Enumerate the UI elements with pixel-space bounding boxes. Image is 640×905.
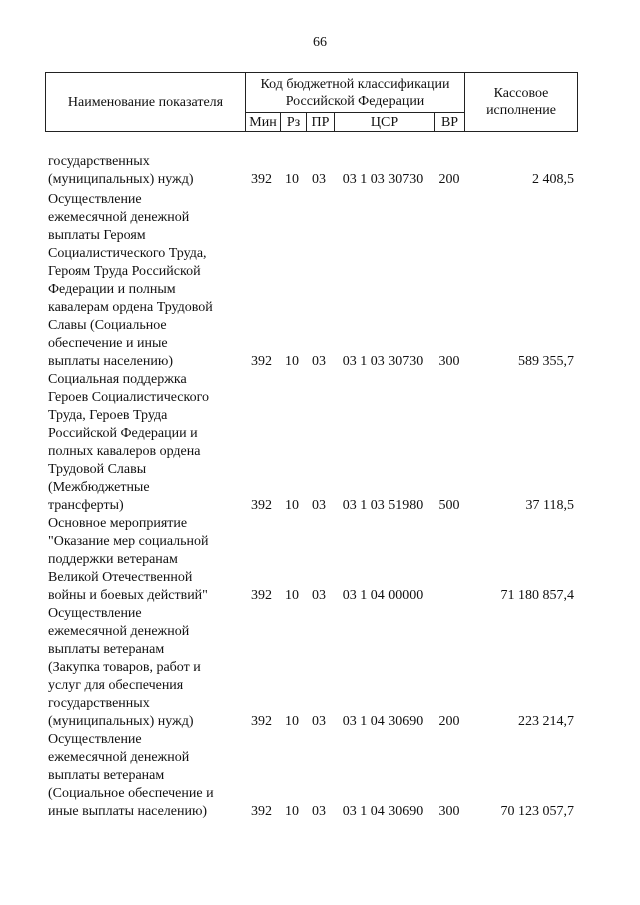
cell-pr: 03 (312, 172, 326, 187)
table-row (0, 371, 640, 515)
header-pr: ПР (307, 113, 335, 132)
row-name-line: обеспечение и иные (48, 336, 168, 351)
cell-amount: 2 408,5 (532, 172, 574, 187)
cell-vr (434, 587, 464, 605)
row-name-line: войны и боевых действий" (48, 588, 208, 603)
cell-csr: 03 1 04 30690 (342, 714, 424, 729)
row-name-line: Социалистического Труда, (48, 246, 207, 261)
row-name-line: поддержки ветеранам (48, 552, 178, 567)
row-name-line: кавалерам ордена Трудовой (48, 300, 213, 315)
header-name-label: Наименование показателя (67, 94, 224, 110)
row-name-line: Великой Отечественной (48, 570, 193, 585)
cell-vr: 200 (438, 172, 460, 187)
cell-amount: 71 180 857,4 (500, 588, 574, 603)
row-name-line: Героев Социалистического (48, 390, 209, 405)
row-name-line: выплаты ветеранам (48, 642, 165, 657)
cell-amount: 70 123 057,7 (500, 804, 574, 819)
cell-csr: 03 1 04 00000 (342, 588, 424, 603)
row-name (48, 153, 248, 189)
table-header (45, 72, 578, 132)
cell-amount: 223 214,7 (518, 714, 574, 729)
cell-csr: 03 1 03 30730 (342, 354, 424, 369)
row-name-line: "Оказание мер социальной (48, 534, 209, 549)
row-name (48, 731, 248, 821)
table-row (0, 515, 640, 605)
page-number: 66 (313, 35, 327, 50)
cell-rz: 10 (285, 354, 299, 369)
table-row (0, 731, 640, 821)
row-name-line: Социальная поддержка (48, 372, 187, 387)
cell-min: 392 (251, 588, 272, 603)
cell-min: 392 (251, 498, 272, 513)
cell-rz: 10 (285, 804, 299, 819)
cell-csr: 03 1 04 30690 (342, 804, 424, 819)
cell-rz: 10 (285, 498, 299, 513)
cell-rz: 10 (285, 588, 299, 603)
row-name-line: полных кавалеров ордена (48, 444, 201, 459)
row-name (48, 191, 248, 371)
row-name-line: выплаты ветеранам (48, 768, 165, 783)
row-name (48, 371, 248, 515)
row-name-line: (Межбюджетные (48, 480, 150, 495)
row-name (48, 605, 248, 731)
cell-amount: 589 355,7 (518, 354, 574, 369)
cell-vr: 200 (438, 714, 460, 729)
table-row (0, 605, 640, 731)
cell-csr: 03 1 03 51980 (342, 498, 424, 513)
row-name-line: Российской Федерации и (48, 426, 198, 441)
cell-rz: 10 (285, 172, 299, 187)
row-name (48, 515, 248, 605)
row-name-line: ежемесячной денежной (48, 624, 190, 639)
row-name-line: (Социальное обеспечение и (48, 786, 214, 801)
cell-min: 392 (251, 714, 272, 729)
cell-min: 392 (251, 354, 272, 369)
cell-min: 392 (251, 804, 272, 819)
cell-vr: 500 (438, 498, 460, 513)
row-name-line: иные выплаты населению) (48, 804, 208, 819)
row-name-line: Осуществление (48, 606, 142, 621)
cell-vr: 300 (438, 354, 460, 369)
row-name-line: государственных (48, 154, 150, 169)
row-name-line: ежемесячной денежной (48, 210, 190, 225)
header-name-column (46, 73, 246, 132)
row-name-line: Славы (Социальное (48, 318, 167, 333)
row-name-line: услуг для обеспечения (48, 678, 184, 693)
row-name-line: (муниципальных) нужд) (48, 172, 194, 187)
row-name-line: Осуществление (48, 732, 142, 747)
row-name-line: государственных (48, 696, 150, 711)
row-name-line: (муниципальных) нужд) (48, 714, 194, 729)
cell-pr: 03 (312, 498, 326, 513)
row-name-line: выплаты Героям (48, 228, 146, 243)
header-rz: Рз (281, 113, 307, 132)
header-min: Мин (246, 113, 281, 132)
header-execution-line2: исполнение (486, 103, 556, 118)
row-name-line: Героям Труда Российской (48, 264, 201, 279)
header-execution-column (465, 73, 578, 132)
cell-amount: 37 118,5 (525, 498, 574, 513)
table-row (0, 191, 640, 371)
row-name-line: выплаты населению) (48, 354, 173, 369)
cell-csr: 03 1 03 30730 (342, 172, 424, 187)
cell-pr: 03 (312, 714, 326, 729)
row-name-line: трансферты) (48, 498, 124, 513)
table-row (0, 153, 640, 189)
row-name-line: Федерации и полным (48, 282, 176, 297)
row-name-line: (Закупка товаров, работ и (48, 660, 201, 675)
header-code-group (246, 73, 465, 113)
row-name-line: Осуществление (48, 192, 142, 207)
header-csr: ЦСР (335, 113, 435, 132)
cell-pr: 03 (312, 804, 326, 819)
header-code-line1: Код бюджетной классификации (260, 76, 450, 92)
row-name-line: Основное мероприятие (48, 516, 188, 531)
cell-pr: 03 (312, 354, 326, 369)
header-vr: ВР (435, 113, 465, 132)
row-name-line: ежемесячной денежной (48, 750, 190, 765)
header-execution-line1: Кассовое (493, 86, 549, 101)
cell-vr: 300 (438, 804, 460, 819)
cell-min: 392 (251, 172, 272, 187)
cell-pr: 03 (312, 588, 326, 603)
header-code-line2: Российской Федерации (285, 93, 425, 109)
row-name-line: Труда, Героев Труда (48, 408, 168, 423)
row-name-line: Трудовой Славы (48, 462, 147, 477)
cell-rz: 10 (285, 714, 299, 729)
